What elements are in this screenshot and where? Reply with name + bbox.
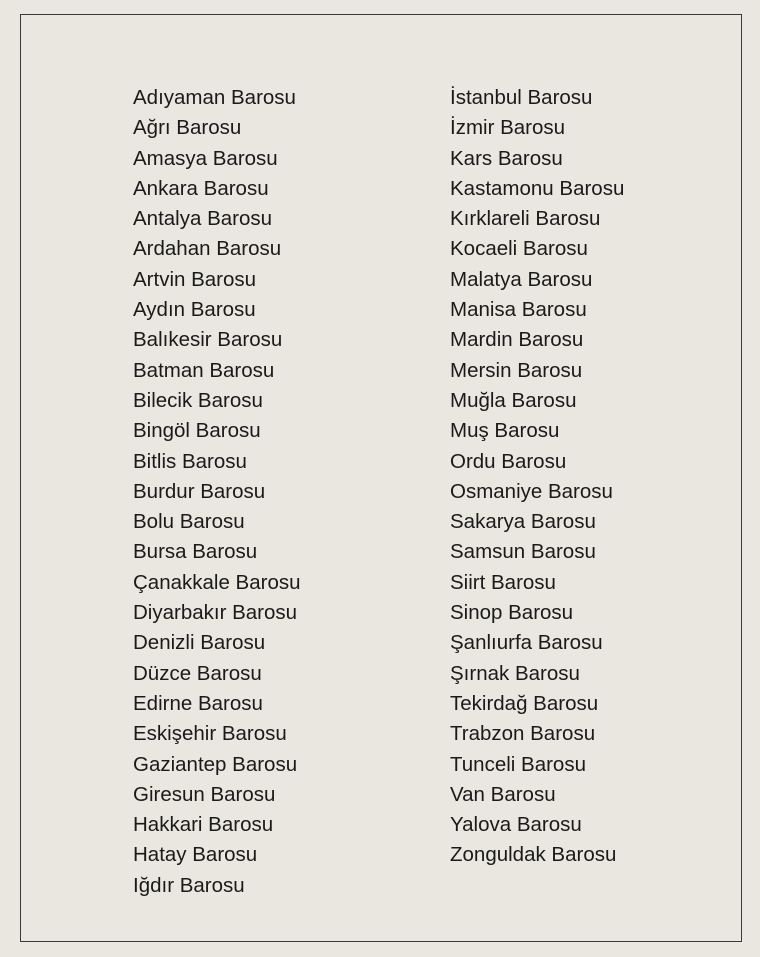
- list-item: Van Barosu: [450, 782, 556, 806]
- document-frame: [20, 14, 742, 942]
- list-item: Yalova Barosu: [450, 813, 582, 837]
- list-item: Malatya Barosu: [450, 267, 593, 291]
- list-item: Iğdır Barosu: [133, 873, 245, 897]
- list-item: Kocaeli Barosu: [450, 237, 588, 261]
- list-item: Ağrı Barosu: [133, 116, 242, 140]
- list-item: Gaziantep Barosu: [133, 752, 298, 776]
- list-item: Şanlıurfa Barosu: [450, 631, 603, 655]
- list-item: Mersin Barosu: [450, 358, 583, 382]
- list-item: Osmaniye Barosu: [450, 479, 613, 503]
- list-item: Sinop Barosu: [450, 601, 574, 625]
- list-item: Amasya Barosu: [133, 146, 278, 170]
- list-item: Bilecik Barosu: [133, 388, 263, 412]
- list-item: Çanakkale Barosu: [133, 570, 301, 594]
- list-item: Ordu Barosu: [450, 449, 567, 473]
- list-item: Batman Barosu: [133, 358, 275, 382]
- list-item: Muğla Barosu: [450, 388, 577, 412]
- list-item: Kırklareli Barosu: [450, 207, 601, 231]
- list-item: Samsun Barosu: [450, 540, 596, 564]
- list-item: Şırnak Barosu: [450, 661, 580, 685]
- list-item: Ardahan Barosu: [133, 237, 282, 261]
- list-item: Tunceli Barosu: [450, 752, 586, 776]
- list-item: Hatay Barosu: [133, 843, 258, 867]
- list-item: Bursa Barosu: [133, 540, 258, 564]
- list-item: Manisa Barosu: [450, 298, 587, 322]
- list-item: İstanbul Barosu: [450, 86, 593, 109]
- list-item: Trabzon Barosu: [450, 722, 596, 746]
- list-item: Hakkari Barosu: [133, 813, 274, 837]
- list-item: Bolu Barosu: [133, 510, 245, 534]
- list-item: Ankara Barosu: [133, 176, 269, 200]
- list-item: Mardin Barosu: [450, 328, 584, 352]
- list-item: Artvin Barosu: [133, 267, 257, 291]
- list-item: Kastamonu Barosu: [450, 176, 625, 200]
- bar-association-list-left: [133, 83, 301, 901]
- list-item: Sakarya Barosu: [450, 510, 596, 534]
- list-item: Diyarbakır Barosu: [133, 601, 298, 625]
- list-item: İzmir Barosu: [450, 116, 566, 140]
- list-item: Muş Barosu: [450, 419, 560, 443]
- list-item: Zonguldak Barosu: [450, 843, 617, 867]
- list-item: Giresun Barosu: [133, 782, 276, 806]
- list-item: Tekirdağ Barosu: [450, 691, 599, 715]
- list-item: Denizli Barosu: [133, 631, 266, 655]
- list-item: Adıyaman Barosu: [133, 86, 296, 109]
- list-item: Eskişehir Barosu: [133, 722, 287, 746]
- list-item: Antalya Barosu: [133, 207, 273, 231]
- list-item: Balıkesir Barosu: [133, 328, 283, 352]
- list-item: Edirne Barosu: [133, 691, 263, 715]
- list-item: Bitlis Barosu: [133, 449, 247, 473]
- list-item: Kars Barosu: [450, 146, 563, 170]
- list-item: Bingöl Barosu: [133, 419, 261, 443]
- bar-association-list-right: [450, 83, 624, 871]
- list-item: Aydın Barosu: [133, 298, 256, 322]
- list-item: Burdur Barosu: [133, 479, 266, 503]
- list-item: Düzce Barosu: [133, 661, 262, 685]
- list-item: Siirt Barosu: [450, 570, 556, 594]
